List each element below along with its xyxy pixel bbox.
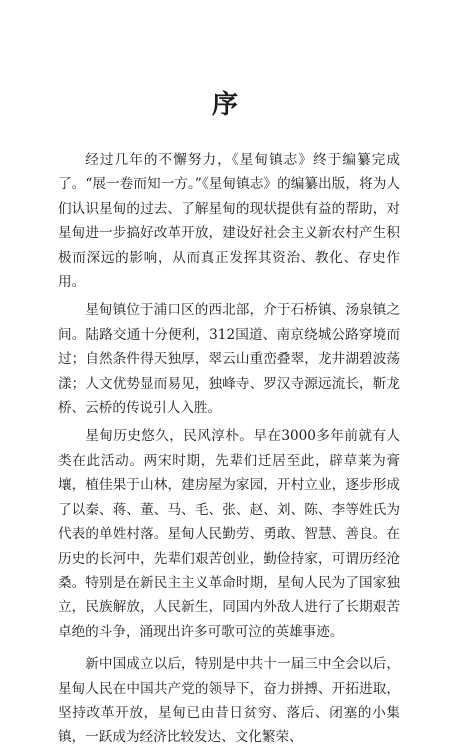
page-title: 序: [211, 90, 238, 120]
paragraph-2: 星甸镇位于浦口区的西北部，介于石桥镇、汤泉镇之间。陆路交通十分便利，312国道、南京绕城公路穿境而过；自然条件得天独厚，翠云山重峦叠翠，龙井湖碧波荡漾；人文优势显而易见，独峰寺、罗汉寺源远流长，靳龙桥、云桥的传说引人入胜。: [58, 302, 400, 417]
paragraph-4: 新中国成立以后，特别是中共十一届三中全会以后，星甸人民在中国共产党的领导下，奋力拼搏、开拓进取，坚持改革开放，星甸已由昔日贫穷、落后、闭塞的小集镇，一跃成为经济比较发达、文化繁荣、: [58, 656, 400, 746]
paragraph-1: 经过几年的不懈努力，《星甸镇志》终于编纂完成了。“展一卷而知一方。”《星甸镇志》的编纂出版，将为人们认识星甸的过去、了解星甸的现状提供有益的帮助，对星甸进一步搞好改革开放，建设好社会主义新农村产生积极而深远的影响，从而真正发挥其资治、教化、存史作用。: [58, 152, 400, 291]
paragraph-3: 星甸历史悠久，民风淳朴。早在3000多年前就有人类在此活动。两宋时期，先辈们迁居至此，辟草莱为膏壤，植佳果于山林，建房屋为家园，开村立业，逐步形成了以秦、蒋、董、马、毛、张、赵、刘、陈、李等姓氏为代表的单姓村落。星甸人民勤劳、勇敢、智慧、善良。在历史的长河中，先辈们艰苦创业，勤俭持家，可谓历经沧桑。特别是在新民主主义革命时期，星甸人民为了国家独立，民族解放，人民新生，同国内外敌人进行了长期艰苦卓绝的斗争，涌现出许多可歌可泣的英雄事迹。: [58, 428, 400, 640]
preface-body: [58, 148, 400, 754]
